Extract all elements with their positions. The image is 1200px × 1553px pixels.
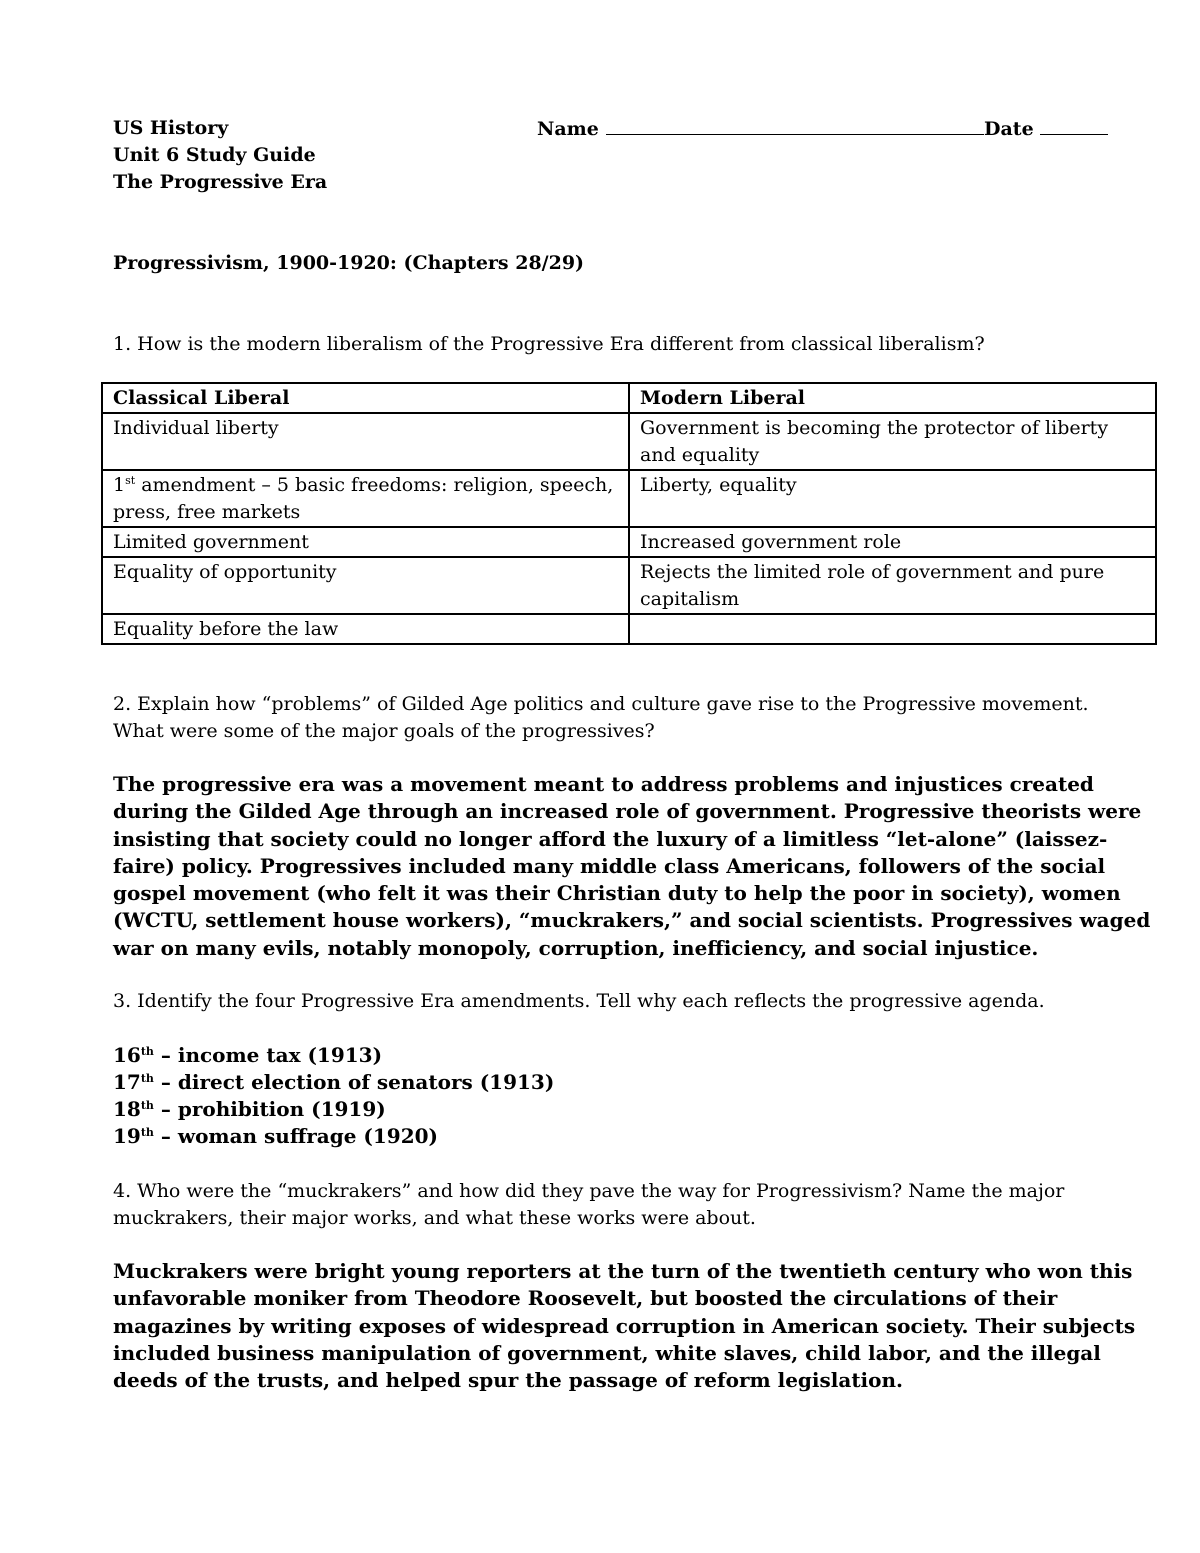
question-2-line-1: 2. Explain how “problems” of Gilded Age politics and culture gave rise to the Progressive movement. [113,693,1089,715]
amendments-list [113,1042,554,1150]
ordinal-suffix: th [140,1045,154,1058]
ordinal-suffix: th [140,1072,154,1085]
date-label: Date [984,118,1034,140]
table-cell: Liberty, equality [629,470,1156,527]
amendment-text: – direct election of senators (1913) [153,1070,555,1094]
table-row [102,557,1156,614]
ordinal-suffix: st [125,474,136,487]
list-item [113,1042,554,1069]
list-item [113,1069,554,1096]
amendment-number: 19 [113,1124,141,1148]
table-row [102,614,1156,644]
question-4-line-1: 4. Who were the “muckrakers” and how did they pave the way for Progressivism? Name the major [113,1180,1065,1202]
question-1: 1. How is the modern liberalism of the Progressive Era different from classical liberalism? [113,333,985,355]
cell-text: amendment – 5 basic freedoms: religion, speech, press, free markets [113,474,614,523]
table-header-row [102,383,1156,413]
table-row [102,527,1156,557]
question-3: 3. Identify the four Progressive Era amendments. Tell why each reflects the progressive agenda. [113,990,1045,1012]
amendment-number: 1 [113,474,126,496]
list-item [113,1096,554,1123]
course-title: US History [113,117,229,139]
amendment-number: 18 [113,1097,141,1121]
amendment-number: 16 [113,1043,141,1067]
question-2-line-2: What were some of the major goals of the progressives? [113,720,655,742]
amendment-text: – income tax (1913) [153,1043,383,1067]
ordinal-suffix: th [140,1126,154,1139]
ordinal-suffix: th [140,1099,154,1112]
header-classical-liberal: Classical Liberal [102,383,629,413]
name-label: Name [537,118,599,140]
table-row [102,413,1156,470]
name-blank[interactable] [606,115,984,135]
list-item [113,1123,554,1150]
table-cell: Increased government role [629,527,1156,557]
table-cell [102,470,629,527]
header-modern-liberal: Modern Liberal [629,383,1156,413]
answer-4: Muckrakers were bright young reporters at the turn of the twentieth century who won this unfavorable moniker from Theodore Roosevelt, but boosted the circulations of their magazines by writing exposes of widespread corruption in American society. Their subjects included business manipulation of government, white slaves, child labor, and the illegal deeds of the trusts, and helped spur the passage of reform legislation. [113,1259,1136,1393]
answer-2: The progressive era was a movement meant to address problems and injustices created during the Gilded Age through an increased role of government. Progressive theorists were insisting that society could no longer afford the luxury of a limitless “let-alone” (laissez-faire) policy. Progressives included many middle class Americans, followers of the social gospel movement (who felt it was their Christian duty to help the poor in society), women (WCTU, settlement house workers), “muckrakers,” and social scientists. Progressives waged war on many evils, notably monopoly, corruption, inefficiency, and social injustice. [113,772,1151,960]
table-cell: Government is becoming the protector of liberty and equality [629,413,1156,470]
table-cell: Equality of opportunity [102,557,629,614]
section-title: Progressivism, 1900-1920: (Chapters 28/29) [113,252,585,274]
table-cell: Individual liberty [102,413,629,470]
table-cell: Limited government [102,527,629,557]
question-4-line-2: muckrakers, their major works, and what these works were about. [113,1207,756,1229]
amendment-text: – woman suffrage (1920) [153,1124,439,1148]
name-field[interactable] [537,115,984,143]
amendment-number: 17 [113,1070,141,1094]
amendment-text: – prohibition (1919) [153,1097,386,1121]
date-blank[interactable] [1040,115,1108,135]
date-field[interactable] [984,115,1108,143]
table-row [102,470,1156,527]
topic-title: The Progressive Era [113,171,328,193]
table-cell [629,614,1156,644]
liberalism-comparison-table [101,382,1157,645]
table-cell: Equality before the law [102,614,629,644]
table-cell: Rejects the limited role of government and pure capitalism [629,557,1156,614]
unit-title: Unit 6 Study Guide [113,144,316,166]
